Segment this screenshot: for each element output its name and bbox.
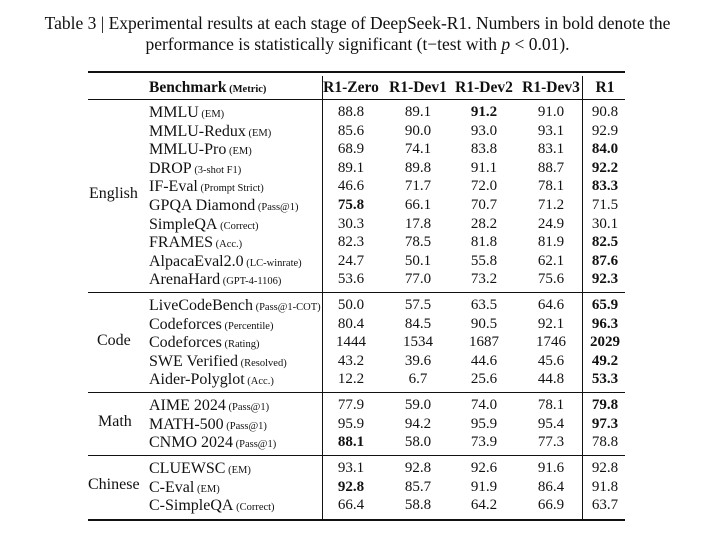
score-cell: 85.7	[404, 478, 432, 495]
horizontal-rule	[88, 292, 625, 293]
score-cell: 81.9	[537, 234, 565, 251]
score-cell: 68.9	[337, 141, 365, 158]
score-cell: 43.2	[337, 352, 365, 369]
benchmark-name: IF-Eval	[149, 178, 198, 196]
benchmark-name-cell	[149, 415, 267, 434]
score-cell: 91.8	[591, 478, 619, 495]
benchmark-name: ArenaHard	[149, 271, 221, 289]
benchmark-name: C-SimpleQA	[149, 497, 234, 515]
score-cell: 78.5	[404, 234, 432, 251]
score-cell: 2029	[590, 334, 620, 351]
benchmark-metric: (EM)	[225, 465, 251, 476]
header-column: R1-Dev1	[389, 79, 447, 96]
score-cell: 72.0	[470, 178, 498, 195]
score-cell: 91.0	[537, 104, 565, 120]
benchmark-name-cell	[149, 215, 259, 234]
benchmark-name: CLUEWSC	[149, 460, 226, 477]
benchmark-name-cell	[149, 333, 259, 352]
benchmark-metric: (Rating)	[221, 339, 260, 351]
score-cell: 78.1	[537, 178, 565, 195]
benchmark-metric: (Pass@1)	[233, 439, 277, 451]
score-cell: 25.6	[470, 371, 498, 388]
score-cell: 91.1	[470, 159, 498, 176]
header-benchmark-label: Benchmark	[149, 79, 227, 96]
score-cell: 58.8	[404, 497, 432, 514]
benchmark-metric: (Pass@1)	[223, 420, 267, 432]
score-cell: 93.1	[337, 460, 365, 476]
benchmark-name-cell	[149, 370, 274, 389]
benchmark-name: Codeforces	[149, 315, 222, 333]
benchmark-metric: (Correct)	[217, 220, 259, 232]
benchmark-name-cell	[149, 496, 275, 515]
score-cell: 44.8	[537, 371, 565, 388]
horizontal-rule	[88, 392, 625, 393]
benchmark-name-cell	[149, 140, 252, 159]
benchmark-name: SimpleQA	[149, 215, 218, 233]
benchmark-name-cell	[149, 159, 241, 178]
header-metric-label: (Metric)	[226, 84, 267, 95]
benchmark-metric: (Acc.)	[244, 376, 274, 388]
benchmark-name-cell	[149, 433, 276, 452]
score-cell: 81.8	[470, 234, 498, 251]
score-cell: 24.7	[337, 252, 365, 269]
score-cell: 78.8	[591, 434, 619, 451]
score-cell: 17.8	[404, 215, 432, 232]
score-cell: 6.7	[408, 371, 428, 388]
score-cell: 39.6	[404, 352, 432, 369]
score-cell: 96.3	[591, 315, 619, 332]
score-cell: 12.2	[337, 371, 365, 388]
benchmark-name: C-Eval	[149, 478, 195, 496]
score-cell: 89.8	[404, 159, 432, 176]
score-cell: 71.5	[591, 197, 619, 213]
benchmark-metric: (GPT-4-1106)	[220, 276, 282, 288]
benchmark-metric: (EM)	[226, 146, 252, 158]
benchmark-name: CNMO 2024	[149, 434, 234, 452]
score-cell: 92.8	[337, 478, 365, 495]
score-cell: 53.3	[591, 371, 619, 388]
score-cell: 62.1	[537, 252, 565, 269]
horizontal-rule	[88, 99, 625, 100]
score-cell: 63.7	[591, 497, 619, 514]
score-cell: 66.4	[337, 497, 365, 514]
score-cell: 73.2	[470, 271, 498, 288]
benchmark-metric: (Prompt Strict)	[197, 183, 264, 195]
score-cell: 1534	[403, 334, 433, 351]
score-cell: 91.9	[470, 478, 498, 495]
score-cell: 90.5	[470, 315, 498, 332]
benchmark-name: AIME 2024	[149, 397, 226, 414]
score-cell: 95.4	[537, 415, 565, 432]
benchmark-metric: (Percentile)	[221, 320, 274, 332]
score-cell: 73.9	[470, 434, 498, 451]
vertical-rule	[322, 76, 323, 520]
score-cell: 50.0	[337, 297, 365, 313]
benchmark-name: LiveCodeBench	[149, 297, 253, 314]
caption-line-2	[10, 34, 705, 55]
score-cell: 46.6	[337, 178, 365, 195]
score-cell: 87.6	[591, 252, 619, 269]
score-cell: 75.8	[337, 197, 365, 213]
header-column: R1	[595, 79, 615, 96]
score-cell: 78.1	[537, 397, 565, 413]
benchmark-name-cell	[149, 270, 281, 289]
caption-p-variable: p	[501, 34, 511, 54]
score-cell: 97.3	[591, 415, 619, 432]
benchmark-metric: (Resolved)	[238, 357, 287, 369]
benchmark-metric: (EM)	[198, 109, 225, 120]
benchmark-name: Codeforces	[149, 334, 222, 352]
score-cell: 95.9	[337, 415, 365, 432]
score-cell: 90.8	[591, 104, 619, 120]
benchmark-metric: (Pass@1)	[225, 402, 270, 413]
score-cell: 77.3	[537, 434, 565, 451]
caption-line-2-pre: performance is statistically significant (t−test with	[145, 34, 502, 54]
score-cell: 71.2	[537, 197, 565, 213]
benchmark-name-cell	[149, 396, 269, 415]
score-cell: 94.2	[404, 415, 432, 432]
score-cell: 83.1	[537, 141, 565, 158]
score-cell: 93.0	[470, 122, 498, 139]
benchmark-name: FRAMES	[149, 234, 214, 252]
score-cell: 82.5	[591, 234, 619, 251]
benchmark-metric: (EM)	[245, 127, 272, 139]
score-cell: 91.6	[537, 460, 565, 476]
score-cell: 92.8	[404, 460, 432, 476]
group-label: Math	[98, 412, 132, 430]
score-cell: 75.6	[537, 271, 565, 288]
score-cell: 58.0	[404, 434, 432, 451]
score-cell: 82.3	[337, 234, 365, 251]
score-cell: 83.3	[591, 178, 619, 195]
score-cell: 74.0	[470, 397, 498, 413]
benchmark-name-cell	[149, 252, 302, 271]
score-cell: 88.1	[337, 434, 365, 451]
group-label: Chinese	[88, 475, 140, 493]
benchmark-name-cell	[149, 122, 271, 141]
caption-line-1: Table 3 | Experimental results at each stage of DeepSeek-R1. Numbers in bold denote the	[44, 13, 671, 33]
score-cell: 50.1	[404, 252, 432, 269]
benchmark-name: GPQA Diamond	[149, 197, 256, 214]
benchmark-name-cell	[149, 315, 273, 334]
score-cell: 44.6	[470, 352, 498, 369]
score-cell: 65.9	[591, 297, 619, 313]
score-cell: 53.6	[337, 271, 365, 288]
benchmark-metric: (LC-winrate)	[243, 257, 302, 269]
benchmark-name-cell	[149, 196, 298, 215]
score-cell: 92.3	[591, 271, 619, 288]
benchmark-name: MATH-500	[149, 415, 224, 433]
score-cell: 55.8	[470, 252, 498, 269]
horizontal-rule	[88, 519, 625, 521]
score-cell: 90.0	[404, 122, 432, 139]
score-cell: 59.0	[404, 397, 432, 413]
score-cell: 28.2	[470, 215, 498, 232]
score-cell: 85.6	[337, 122, 365, 139]
score-cell: 95.9	[470, 415, 498, 432]
benchmark-name: MMLU-Pro	[149, 141, 227, 159]
score-cell: 66.1	[404, 197, 432, 213]
vertical-rule	[582, 76, 583, 520]
benchmark-name: SWE Verified	[149, 352, 239, 370]
score-cell: 57.5	[404, 297, 432, 313]
score-cell: 80.4	[337, 315, 365, 332]
score-cell: 1444	[336, 334, 366, 351]
score-cell: 30.3	[337, 215, 365, 232]
score-cell: 64.6	[537, 297, 565, 313]
benchmark-name-cell	[149, 233, 242, 252]
score-cell: 24.9	[537, 215, 565, 232]
score-cell: 92.2	[591, 159, 619, 176]
table-caption	[10, 13, 705, 55]
benchmark-metric: (Acc.)	[213, 239, 243, 251]
score-cell: 30.1	[591, 215, 619, 232]
score-cell: 92.9	[591, 122, 619, 139]
score-cell: 92.1	[537, 315, 565, 332]
score-cell: 88.8	[337, 104, 365, 120]
benchmark-metric: (Correct)	[233, 502, 275, 514]
benchmark-name-cell	[149, 459, 251, 478]
score-cell: 83.8	[470, 141, 498, 158]
header-column: R1-Zero	[323, 79, 379, 96]
score-cell: 63.5	[470, 297, 498, 313]
benchmark-name: MMLU-Redux	[149, 122, 246, 140]
score-cell: 92.6	[470, 460, 498, 476]
benchmark-name: AlpacaEval2.0	[149, 252, 244, 270]
score-cell: 1687	[469, 334, 499, 351]
benchmark-name: MMLU	[149, 104, 199, 121]
score-cell: 1746	[536, 334, 566, 351]
horizontal-rule	[88, 71, 625, 73]
score-cell: 70.7	[470, 197, 498, 213]
score-cell: 92.8	[591, 460, 619, 476]
score-cell: 89.1	[337, 159, 365, 176]
score-cell: 49.2	[591, 352, 619, 369]
group-label: Code	[97, 331, 131, 349]
benchmark-metric: (Pass@1-COT)	[252, 302, 321, 313]
header-column: R1-Dev3	[522, 79, 580, 96]
benchmark-metric: (EM)	[194, 483, 220, 495]
benchmark-metric: (Pass@1)	[255, 202, 299, 213]
score-cell: 66.9	[537, 497, 565, 514]
score-cell: 64.2	[470, 497, 498, 514]
score-cell: 93.1	[537, 122, 565, 139]
score-cell: 84.5	[404, 315, 432, 332]
score-cell: 79.8	[591, 397, 619, 413]
caption-line-2-post: < 0.01).	[510, 34, 570, 54]
score-cell: 45.6	[537, 352, 565, 369]
score-cell: 71.7	[404, 178, 432, 195]
benchmark-metric: (3-shot F1)	[191, 164, 242, 176]
score-cell: 89.1	[404, 104, 432, 120]
benchmark-name-cell	[149, 103, 224, 122]
benchmark-name: Aider-Polyglot	[149, 371, 245, 389]
benchmark-name-cell	[149, 478, 220, 497]
score-cell: 84.0	[591, 141, 619, 158]
score-cell: 88.7	[537, 159, 565, 176]
horizontal-rule	[88, 455, 625, 456]
score-cell: 74.1	[404, 141, 432, 158]
header-benchmark	[149, 78, 266, 97]
group-label: English	[89, 185, 138, 202]
benchmark-name: DROP	[149, 159, 192, 177]
score-cell: 77.9	[337, 397, 365, 413]
score-cell: 77.0	[404, 271, 432, 288]
benchmark-name-cell	[149, 296, 321, 315]
benchmark-name-cell	[149, 177, 264, 196]
score-cell: 86.4	[537, 478, 565, 495]
header-column: R1-Dev2	[455, 79, 513, 96]
benchmark-name-cell	[149, 352, 287, 371]
score-cell: 91.2	[470, 104, 498, 120]
